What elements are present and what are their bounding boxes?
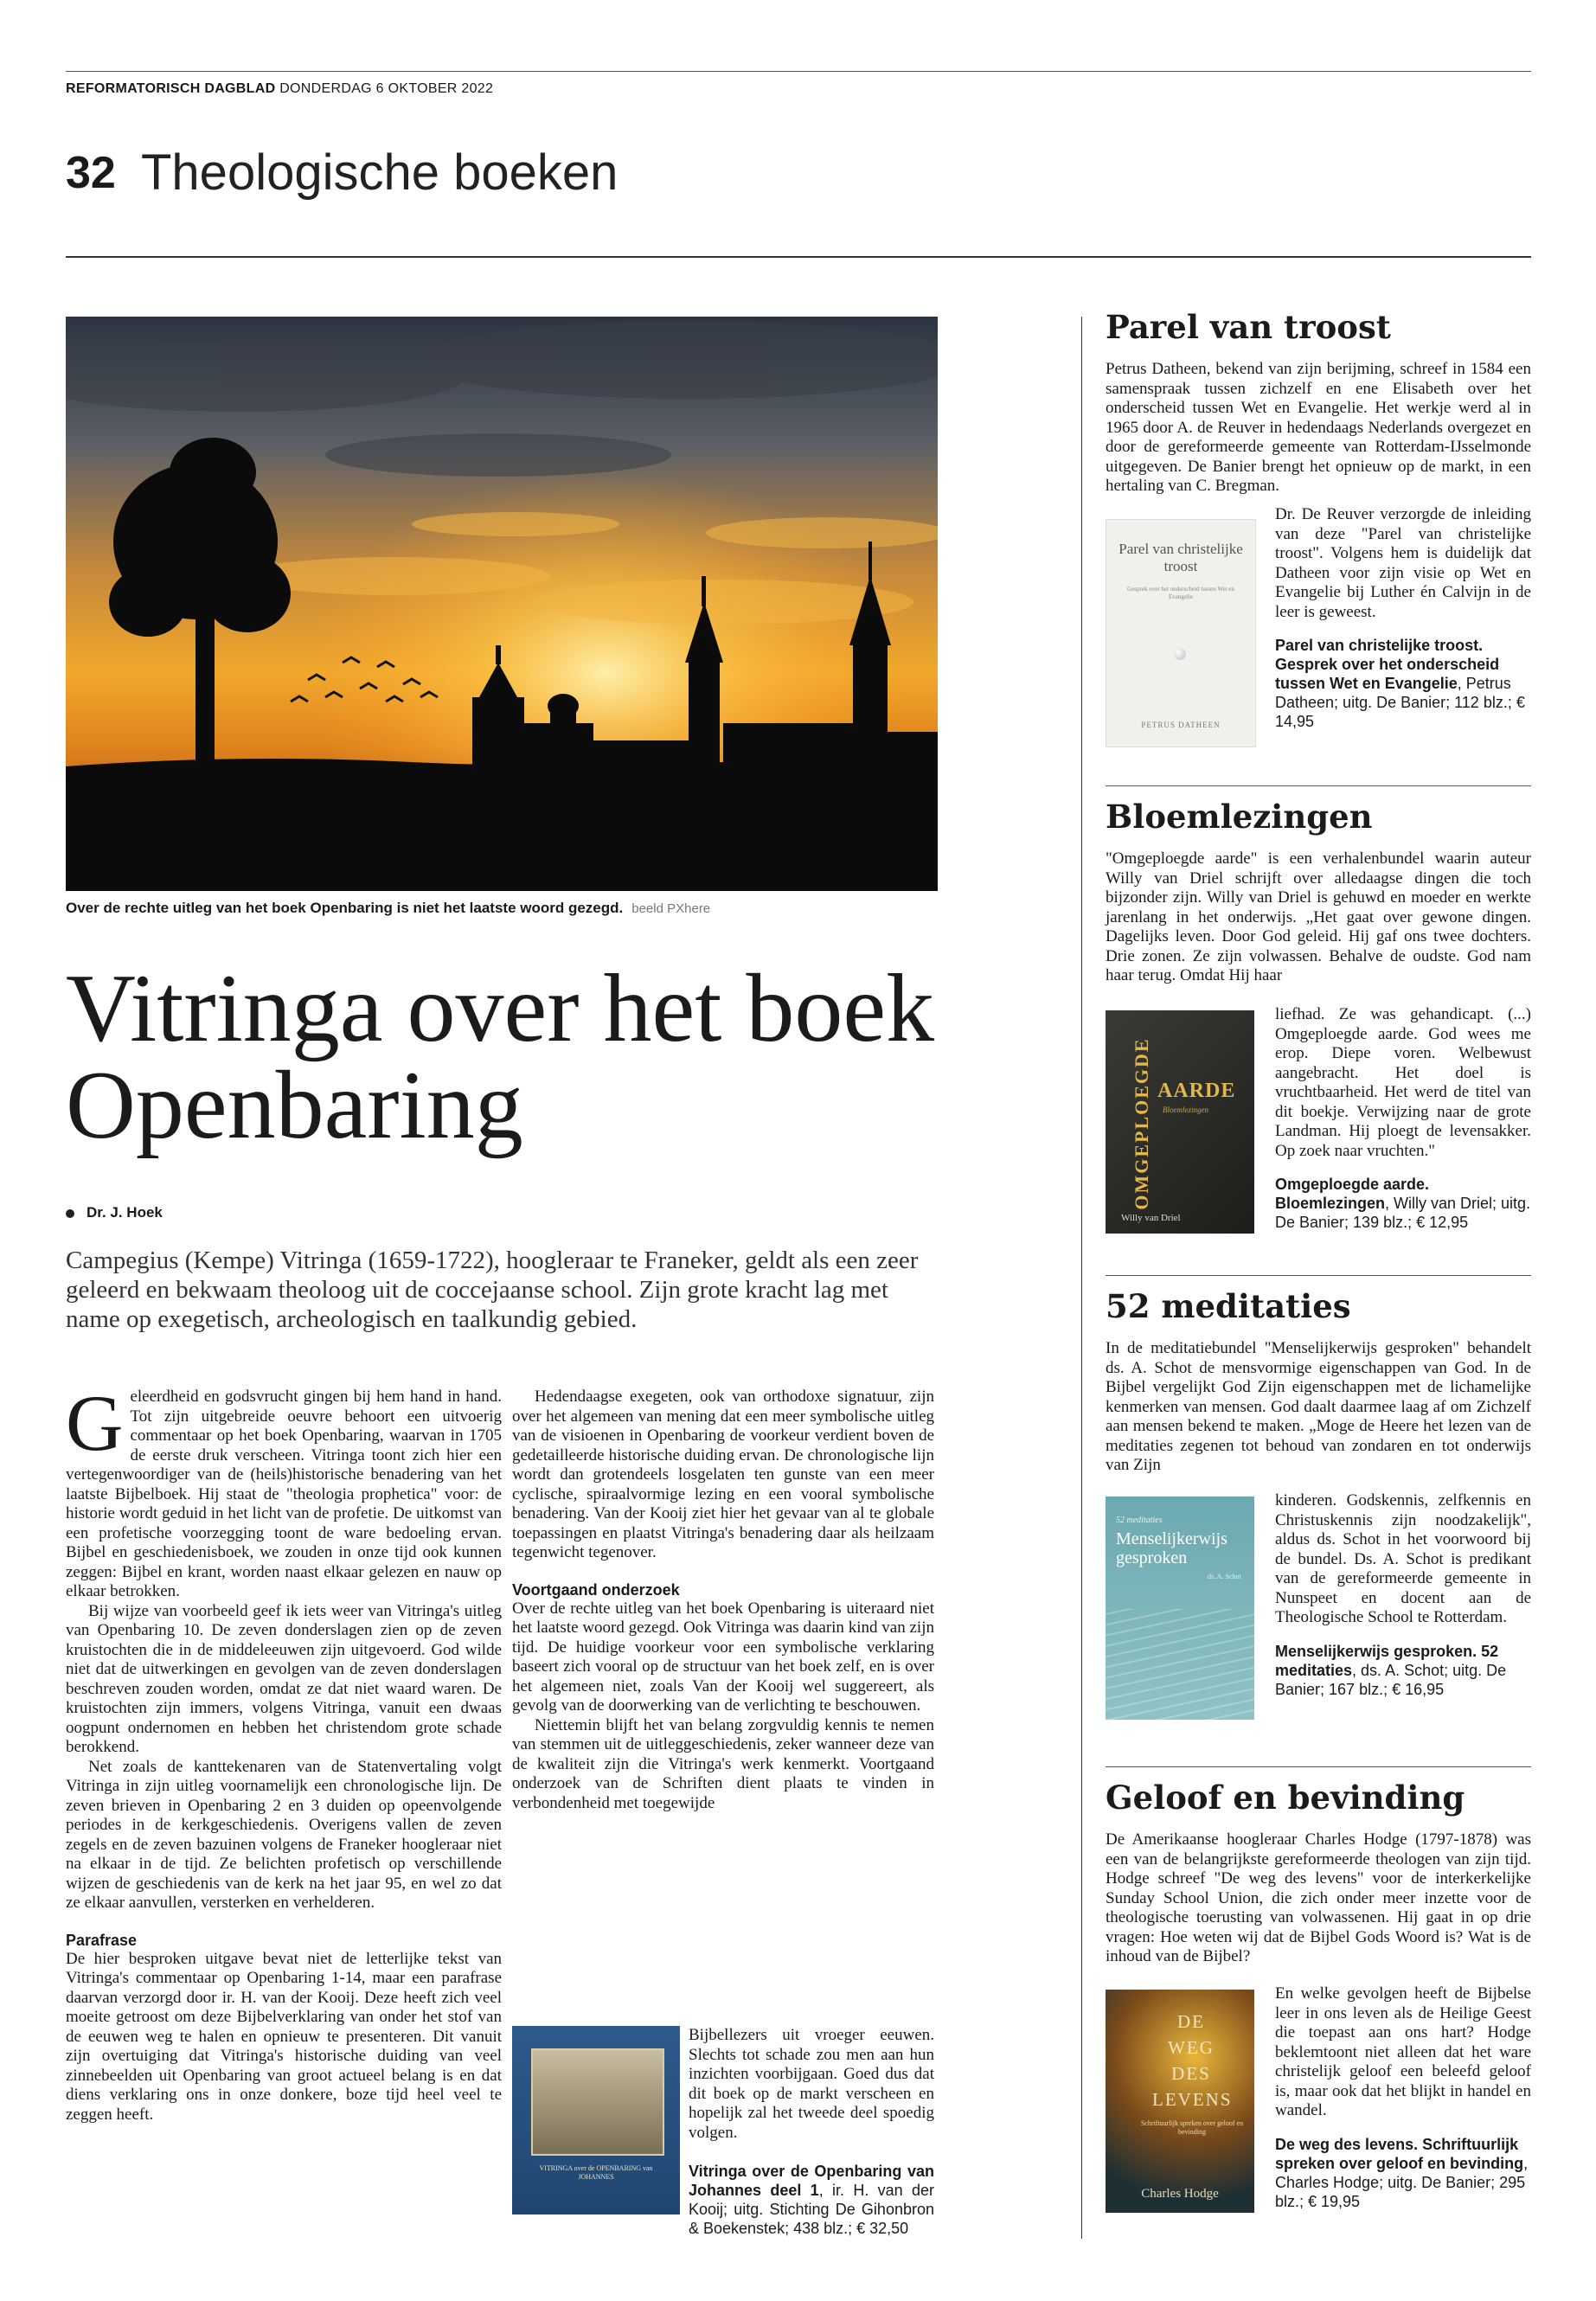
- drop-cap: G: [66, 1379, 124, 1467]
- sidebar-side: [1275, 1984, 1531, 2211]
- cover-author: Charles Hodge: [1141, 2187, 1219, 2201]
- sidebar-side: [1275, 505, 1531, 731]
- book-cover-vitringa: [512, 2026, 680, 2214]
- sidebar-rule: [1106, 1766, 1531, 1767]
- photo-credit: beeld PXhere: [631, 901, 711, 916]
- masthead: [66, 81, 493, 97]
- sidebar-text-side: En welke gevolgen heeft de Bijbelse leer in ons leven als de Heilige Geest die toepast aan ons hart? Hodge beklemtoont niet alleen dat het ware christelijk geloof een beleefd geloof is, maar ook dat het blijkt in handel en wandel.: [1275, 1984, 1531, 2119]
- sidebar-divider: [1081, 317, 1082, 2239]
- book-cover-parel: [1106, 519, 1256, 747]
- cover-author: PETRUS DATHEEN: [1141, 721, 1221, 729]
- article-column-2: [512, 1388, 934, 1813]
- sunset-silhouette-image: [66, 317, 938, 891]
- paragraph: Over de rechte uitleg van het boek Openbaring is uiteraard niet het laatste woord gezegd. Ook Vitringa was daarin kind van zijn tijd. De huidige voorkeur voor een symbolische verklaring baseert zich vooral op de structuur van het boek zelf, en is over het algemeen niet, zoals Van der Kooij wel suggereert, als gevolg van de doorwerking van de verlichting te beschouwen.: [512, 1599, 934, 1715]
- sidebar-title: Parel van troost: [1106, 308, 1391, 346]
- section-title: Theologische boeken: [141, 144, 619, 201]
- sidebar-side: [1275, 1491, 1531, 1699]
- article-headline: Vitringa over het boek Openbaring: [66, 955, 935, 1159]
- book-cover-omgeploegde: [1106, 1010, 1254, 1234]
- paragraph: Net zoals de kanttekenaren van de Statenvertaling volgt Vitringa in zijn uitleg voornamelijk een chronologische lijn. De zeven brieven in Openbaring 2 en 3 duiden op opeenvolgende periodes in de kerkgeschiedenis. Overigens vallen de zeven zegels en de zeven bazuinen volgens de Franeker hoogleraar niet na elkaar in de tijd. Ze belichten profetisch op verschillende wijzen de geschiedenis van de kerk na het jaar 95, en wel zo dat ze elkaar aanvullen, versterken en verhelderen.: [66, 1757, 502, 1912]
- pearl-icon: [1174, 648, 1186, 660]
- sidebar-text-side: Dr. De Reuver verzorgde de inleiding van deze "Parel van christelijke troost". Volgens hem is duidelijk dat Datheen voor zijn visie op Wet en Evangelie bij Luther én Calvijn in de leer is geweest.: [1275, 505, 1531, 621]
- cover-subtitle: Bloemlezingen: [1163, 1106, 1208, 1114]
- author-byline: [66, 1204, 163, 1221]
- paragraph: De hier besproken uitgave bevat niet de letterlijke tekst van Vitringa's commentaar op Openbaring 1-14, maar een parafrase daarvan verzorgd door ir. H. van der Kooij. Deze heeft zich veel moeite getroost om deze Bijbelverklaring van onder het stof van de eeuwen weg te halen en opnieuw te presenteren. Dit vanuit zijn overtuiging dat Vitringa's historische duiding van veel zinnebeelden uit Openbaring van groot actueel belang is en dat diens verklaring ons in onze donkere, boze tijd heel veel te zeggen heeft.: [66, 1949, 502, 2124]
- sidebar-text-side: kinderen. Godskennis, zelfkennis en Christuskennis zijn noodzakelijk", aldus ds. Schot in het voorwoord bij de bundel. Ds. A. Schot is predikant van de gereformeerde gemeente in Nunspeet en docent aan de Theologische School te Rotterdam.: [1275, 1491, 1531, 1626]
- book-info: De weg des levens. Schriftuurlijk spreken over geloof en bevinding, Charles Hodge; uitg. De Banier; 295 blz.; € 19,95: [1275, 2135, 1529, 2210]
- book-info: Omgeploegde aarde. Bloemlezingen, Willy van Driel; uitg. De Banier; 139 blz.; € 12,95: [1275, 1176, 1531, 1231]
- hero-photo: [66, 317, 938, 891]
- cover-title: VITRINGA over de OPENBARING van JOHANNES: [539, 2164, 653, 2181]
- sidebar-text-side: liefhad. Ze was gehandicapt. (...) Omgeploegde aarde. God wees me erop. Diepe voren. Welbewust aangebracht. Het doel is vruchtbaarheid. Het werd de titel van dit boekje. Verwijzing naar de grote Landman. Hij ploegt de levensakker. Op zoek naar vruchten.": [1275, 1005, 1531, 1160]
- cover-title: Parel van christelijke troost: [1118, 541, 1243, 574]
- sidebar-text: De Amerikaanse hoogleraar Charles Hodge (1797-1878) was een van de belangrijkste gereformeerde theologen van zijn tijd. Hodge schreef "De weg des levens" voor de interkerkelijke Sunday School Union, die zich onder meer inzette voor de theologische toerusting van volwassenen. Hij gaat in op drie vragen: Hoe weten wij dat de Bijbel Gods Woord is? Wat is de inhoud van de Bijbel?: [1106, 1830, 1531, 1965]
- cover-title: Menselijkerwijs gesproken: [1116, 1529, 1227, 1567]
- sidebar-text: Petrus Datheen, bekend van zijn berijming, schreef in 1584 een samenspraak tussen zichzelf en ene Elisabeth over het onderscheid tussen Wet en Evangelie. Het werkje werd al in 1965 door A. de Reuver in hedendaags Nederlands overgezet en door de gereformeerde gemeente van Rotterdam-IJsselmonde uitgegeven. De Banier brengt het opnieuw op de markt, in een hertaling van C. Bregman.: [1106, 360, 1531, 495]
- sidebar-title: 52 meditaties: [1106, 1287, 1351, 1325]
- sidebar-text: "Omgeploegde aarde" is een verhalenbundel waarin auteur Willy van Driel schrijft over alledaagse dingen die toch bijzonder zijn. Willy van Driel is gehuwd en moeder en werkte jarenlang in het onderwijs. „Het gaat over gewone dingen. Dagelijks leven. Door God geleid. Hij gaf ons twee dochters. Drie zonen. Ze zijn volwassen. Behalve de oudste. God nam haar terug. Omdat Hij haar: [1106, 849, 1531, 984]
- book-info: Parel van christelijke troost. Gesprek over het onderscheid tussen Wet en Evangelie, Petrus Datheen; uitg. De Banier; 112 blz.; € 14,95: [1275, 637, 1525, 730]
- cover-author: ds. A. Schot: [1208, 1573, 1241, 1580]
- cover-subtitle: Gesprek over het onderscheid tussen Wet en Evangelie: [1127, 586, 1234, 600]
- cover-title: AARDE: [1157, 1080, 1236, 1102]
- book-cover-menselijkerwijs: [1106, 1497, 1254, 1720]
- header-rule: [66, 256, 1531, 258]
- masthead-paper: REFORMATORISCH DAGBLAD: [66, 81, 276, 96]
- paragraph: Geleerdheid en godsvrucht gingen bij hem hand in hand. Tot zijn uitgebreide oeuvre behoort een uitvoerig commentaar op het boek Openbaring, waarvan in 1705 de eerste druk verscheen. Vitringa toont zich hier een vertegenwoordiger van de (heils)historische benadering van het laatste Bijbelboek. Hij staat de "theologia prophetica" voor: de historie wordt geduid in het licht van de profetie. De uitkomst van een profetische voorzegging toont de ware bedoeling ervan. Bijbel en geschiedenisboek, we zouden in onze tijd ook kunnen zeggen: Bijbel en krant, worden naast elkaar gelezen en nauw op elkaar betrokken.: [66, 1379, 502, 1600]
- sidebar-side: [1275, 1005, 1531, 1232]
- sidebar-title: Bloemlezingen: [1106, 798, 1373, 836]
- author-name: Dr. J. Hoek: [87, 1204, 163, 1221]
- top-rule: [66, 71, 1531, 72]
- photo-caption: [66, 900, 710, 917]
- bullet-icon: [66, 1209, 74, 1218]
- sidebar-title: Geloof en bevinding: [1106, 1779, 1465, 1817]
- cover-subtitle: Schriftuurlijk spreken over geloof en bevinding: [1140, 2119, 1244, 2136]
- paragraph: Niettemin blijft het van belang zorgvuldig kennis te nemen van stemmen uit de uitleggeschiedenis, zeker wanneer deze van de kwaliteit zijn die Vitringa's werk kenmerkt. Voortgaand onderzoek van de Schriften dient plaats te vinden in verbondenheid met toegewijde: [512, 1715, 934, 1812]
- subheading: Parafrase: [66, 1931, 138, 1949]
- article-closing: [689, 2026, 934, 2238]
- article-column-1: [66, 1379, 502, 2125]
- paragraph: Bij wijze van voorbeeld geef ik iets weer van Vitringa's uitleg van Openbaring 10. De zeven donderslagen zien op de zeven kruistochten die in de middeleeuwen zijn uitgevoerd. God wilde niet dat de uitwerkingen en gevolgen van de zeven donderslagen beschreven zouden worden, omdat ze dat niet waard waren. De kruistochten zijn immers, volgens Vitringa, vanuit een dwaas oogpunt ondernomen en hebben het christendom grote schade berokkend.: [66, 1601, 502, 1756]
- book-cover-weg-des-levens: [1106, 1990, 1254, 2213]
- book-info: Menselijkerwijs gesproken. 52 meditaties, ds. A. Schot; uitg. De Banier; 167 blz.; € 16,95: [1275, 1642, 1507, 1698]
- masthead-date: DONDERDAG 6 OKTOBER 2022: [279, 81, 494, 96]
- cover-small-title: 52 meditaties: [1116, 1516, 1163, 1525]
- cover-title: DE WEG DES LEVENS: [1152, 2011, 1233, 2110]
- sidebar-rule: [1106, 785, 1531, 786]
- book-info-vitringa: Vitringa over de Openbaring van Johannes deel 1, ir. H. van der Kooij; uitg. Stichting De Gihonbron & Boekenstek; 438 blz.; € 32,50: [689, 2163, 934, 2237]
- paragraph: Hedendaagse exegeten, ook van orthodoxe signatuur, zijn over het algemeen van mening dat een meer symbolische uitleg van de visioenen in Openbaring de voorkeur verdient boven de gedetailleerde historische duiding ervan. De chronologische lijn wordt dan grotendeels losgelaten ten gunste van een meer cyclische, spiraalvormige lezing en een vooral symbolische benadering. Van der Kooij ziet hier het gevaar van al te globale toepassingen en plaatst Vitringa's benadering daar als heilzaam tegenwicht tegenover.: [512, 1388, 934, 1561]
- cover-vertical-title: OMGEPLOEGDE: [1131, 1037, 1152, 1210]
- article-intro: Campegius (Kempe) Vitringa (1659-1722), hoogleraar te Franeker, geldt als een zeer geleerd en bekwaam theoloog uit de coccejaanse school. Zijn grote kracht lag met name op exegetisch, archeologisch en taalkundig gebied.: [66, 1247, 919, 1333]
- subheading: Voortgaand onderzoek: [512, 1580, 680, 1599]
- cover-engraving: [531, 2048, 664, 2156]
- sidebar-rule: [1106, 1275, 1531, 1276]
- caption-text: Over de rechte uitleg van het boek Openbaring is niet het laatste woord gezegd.: [66, 900, 624, 916]
- paragraph: Bijbellezers uit vroeger eeuwen. Slechts tot schade zou men aan hun inzichten voorbijgaan. Goed dus dat dit boek op de markt verscheen en hopelijk zal het tweede deel spoedig volgen.: [689, 2026, 934, 2142]
- cover-author: Willy van Driel: [1121, 1213, 1181, 1223]
- sidebar-text: In de meditatiebundel "Menselijkerwijs gesproken" behandelt ds. A. Schot de mensvormige eigenschappen van God. In de Bijbel vergelijkt God Zijn eigenschappen met de lichamelijke kenmerken van mensen. God daalt daarmee laag af om Zichzelf aan mensen bekend te maken. „Moge de Heere het lezen van de meditaties zegenen tot behoud van zondaren en tot onderwijs van Zijn: [1106, 1339, 1531, 1474]
- page-number: 32: [66, 148, 116, 198]
- cover-texture: [1106, 1609, 1254, 1720]
